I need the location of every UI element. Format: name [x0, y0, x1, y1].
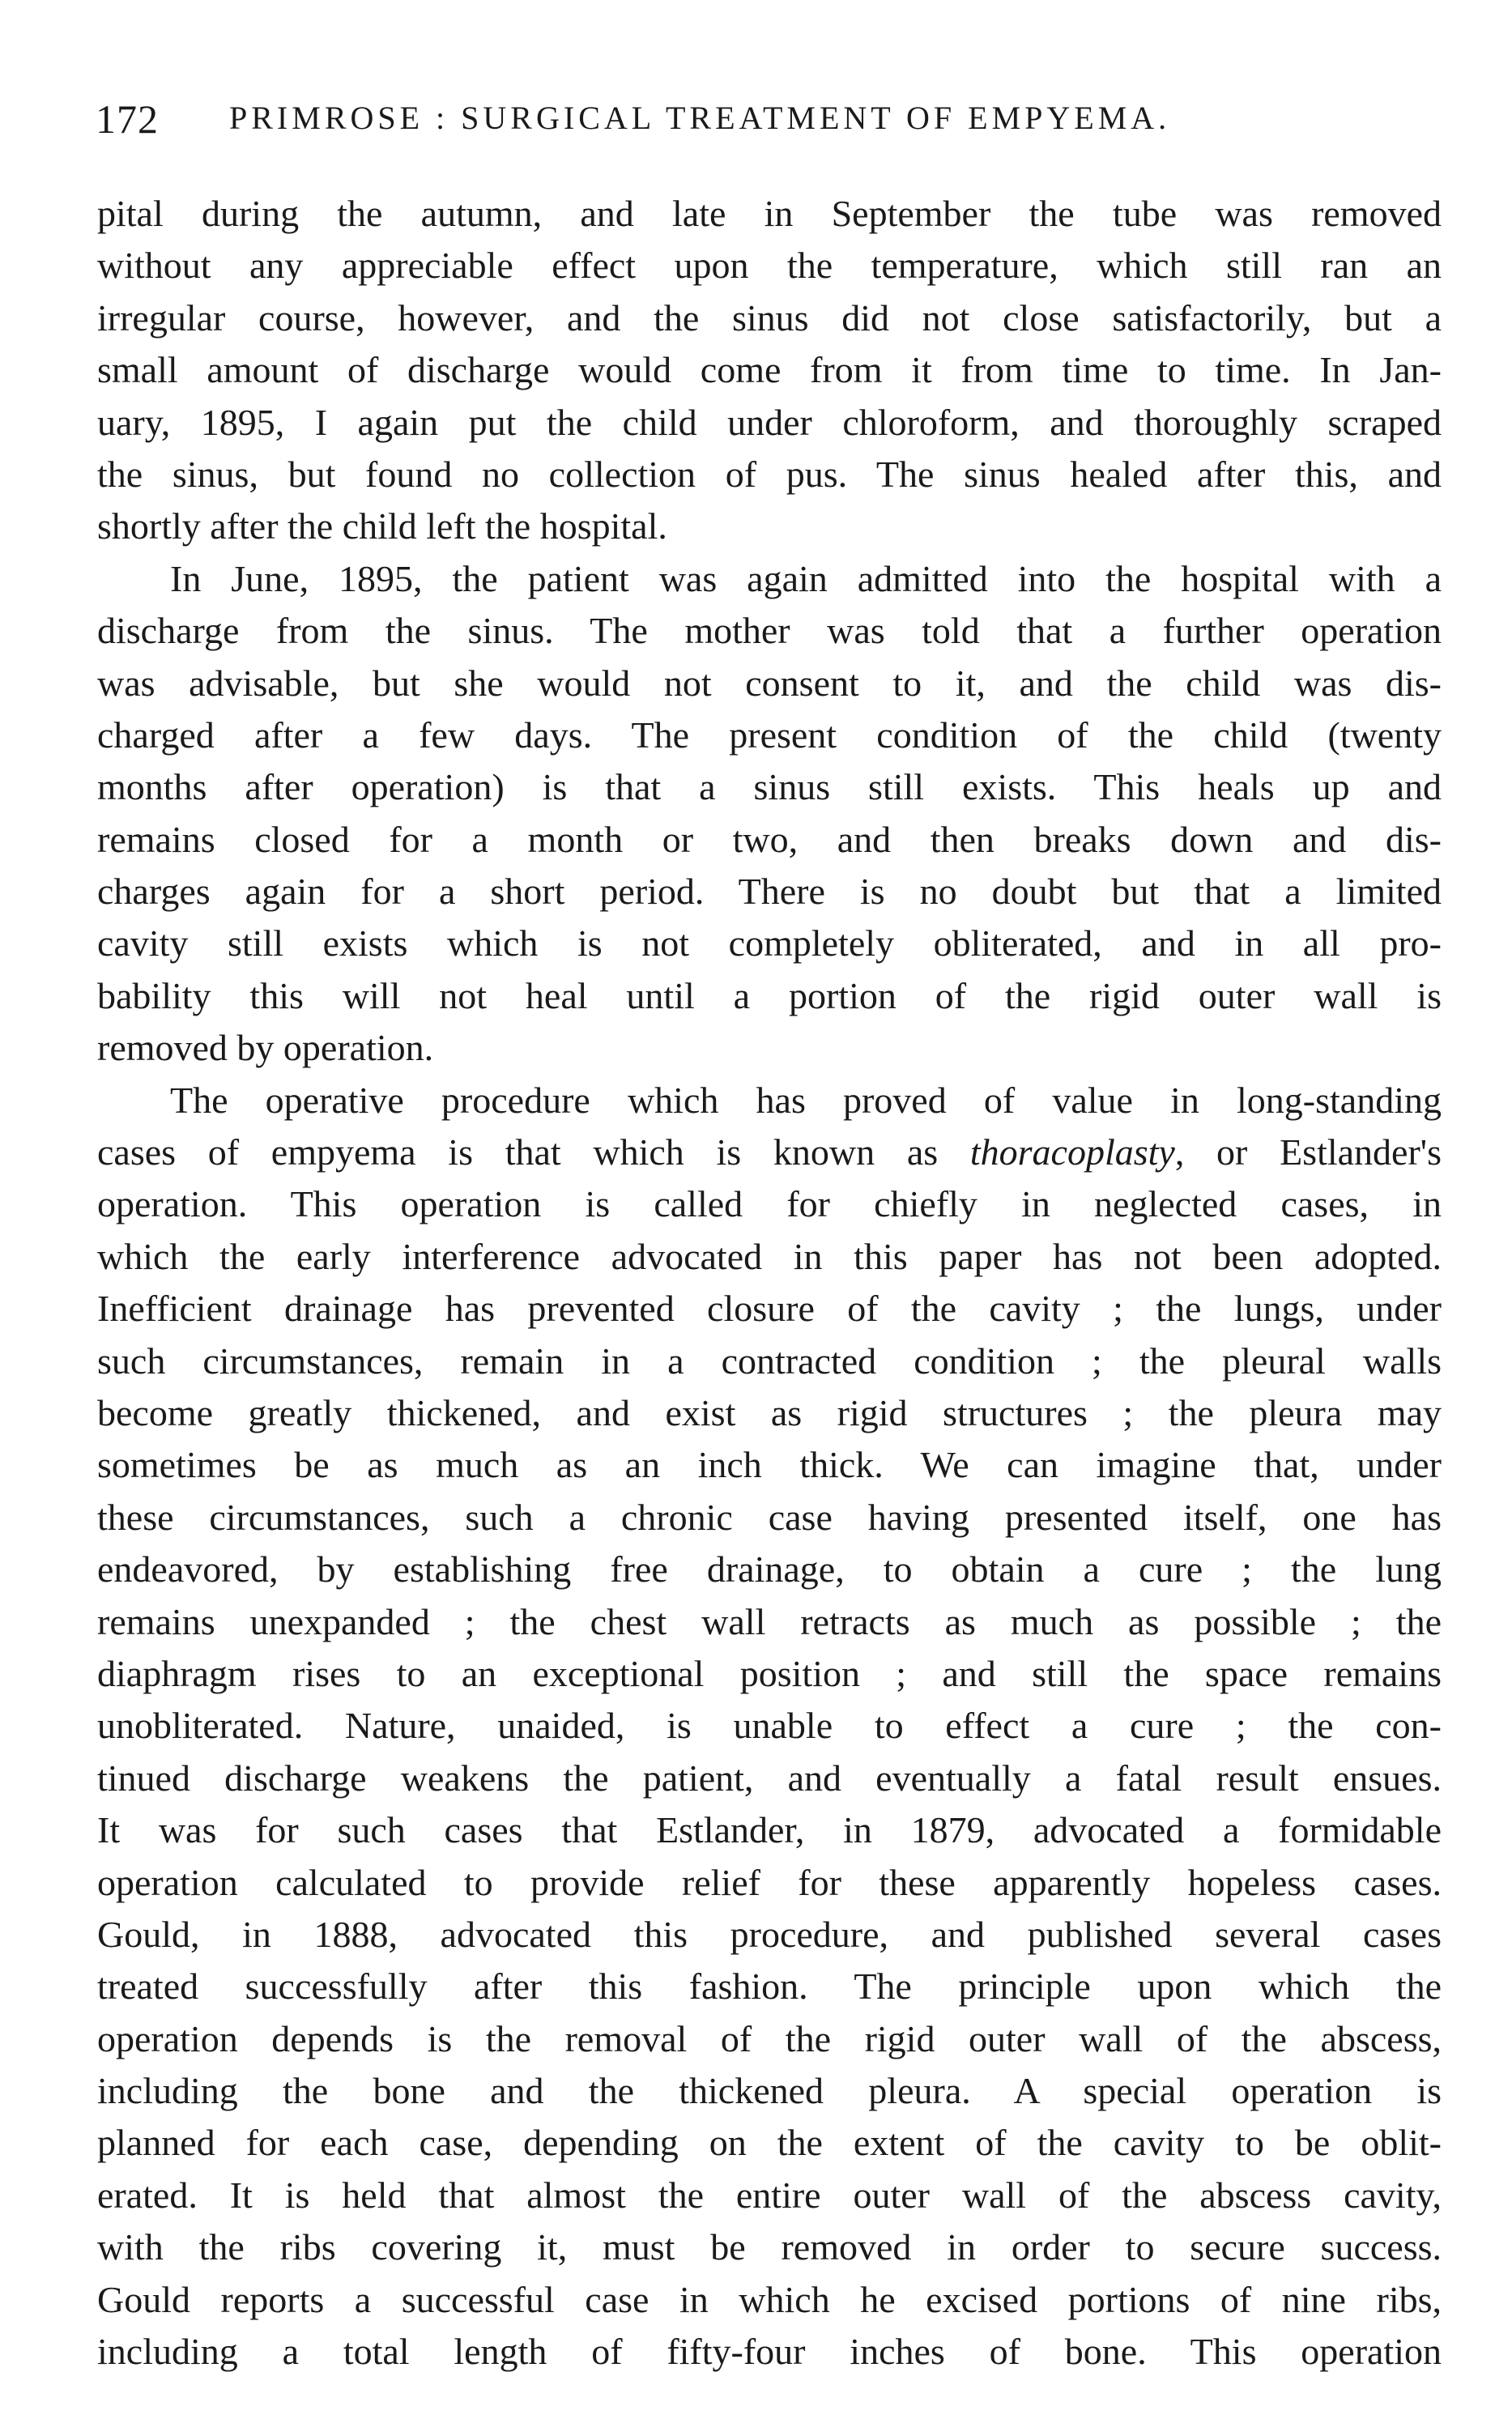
text-line: pital during the autumn, and late in September the tube was removed — [97, 193, 1442, 234]
text-line: with the ribs covering it, must be removed in order to secure success. — [97, 2226, 1442, 2268]
text-line: remains unexpanded ; the chest wall retracts as much as possible ; the — [97, 1600, 1442, 1642]
italic-term: thoracoplasty — [969, 1131, 1175, 1173]
text-line: tinued discharge weakens the patient, and eventually a fatal result ensues. — [97, 1757, 1442, 1799]
text-line: operation depends is the removal of the rigid outer wall of the abscess, — [97, 2017, 1442, 2059]
paragraph-start-line: In June, 1895, the patient was again admitted into the hospital with a — [170, 557, 1442, 599]
text-segment: , or Estlander's — [1174, 1131, 1442, 1173]
text-line: cavity still exists which is not completely obliterated, and in all pro- — [97, 922, 1442, 965]
text-line: It was for such cases that Estlander, in 1879, advocated a formidable — [97, 1809, 1442, 1851]
text-line: the sinus, but found no collection of pus. The sinus healed after this, and — [97, 453, 1442, 495]
text-line: uary, 1895, I again put the child under chloroform, and thoroughly scraped — [97, 401, 1442, 443]
text-line: planned for each case, depending on the extent of the cavity to be oblit- — [97, 2122, 1442, 2164]
text-line: operation. This operation is called for chiefly in neglected cases, in — [97, 1183, 1442, 1225]
text-line: discharge from the sinus. The mother was told that a further operation — [97, 610, 1442, 652]
running-head — [96, 96, 1440, 152]
text-line: which the early interference advocated in this paper has not been adopted. — [97, 1235, 1442, 1277]
body-text — [97, 188, 1442, 2378]
text-line: removed by operation. — [97, 1027, 434, 1069]
text-line: operation calculated to provide relief for these apparently hopeless cases. — [97, 1861, 1442, 1903]
text-line: endeavored, by establishing free drainage, to obtain a cure ; the lung — [97, 1548, 1442, 1591]
text-line: these circumstances, such a chronic case having presented itself, one has — [97, 1496, 1442, 1538]
text-line: diaphragm rises to an exceptional position ; and still the space remains — [97, 1652, 1442, 1694]
text-line: irregular course, however, and the sinus did not close satisfactorily, but a — [97, 296, 1442, 339]
text-line: treated successfully after this fashion. The principle upon which the — [97, 1965, 1442, 2008]
text-line: months after operation) is that a sinus still exists. This heals up and — [97, 766, 1442, 808]
text-line: shortly after the child left the hospital. — [97, 505, 667, 547]
text-line: including a total length of fifty-four inches of bone. This operation — [97, 2331, 1442, 2373]
paragraph-start-line: The operative procedure which has proved of value in long-standing — [170, 1079, 1442, 1121]
text-line: bability this will not heal until a portion of the rigid outer wall is — [97, 974, 1442, 1016]
text-line: small amount of discharge would come from it from time to time. In Jan- — [97, 349, 1442, 391]
text-line: was advisable, but she would not consent to it, and the child was dis- — [97, 662, 1442, 704]
running-title: PRIMROSE : SURGICAL TREATMENT OF EMPYEMA. — [229, 100, 1171, 136]
text-line: become greatly thickened, and exist as rigid structures ; the pleura may — [97, 1391, 1442, 1433]
text-line: Gould reports a successful case in which he excised portions of nine ribs, — [97, 2278, 1442, 2320]
text-line-with-italic — [97, 1126, 1442, 1178]
text-line: charges again for a short period. There is no doubt but that a limited — [97, 871, 1442, 913]
text-line: charged after a few days. The present condition of the child (twenty — [97, 713, 1442, 756]
text-line: unobliterated. Nature, unaided, is unable to effect a cure ; the con- — [97, 1705, 1442, 1747]
text-line: sometimes be as much as an inch thick. We can imagine that, under — [97, 1444, 1442, 1486]
text-line: such circumstances, remain in a contracted condition ; the pleural walls — [97, 1339, 1442, 1382]
text-line: Inefficient drainage has prevented closure of the cavity ; the lungs, under — [97, 1288, 1442, 1330]
text-segment: cases of empyema is that which is known as — [97, 1131, 970, 1173]
text-line: erated. It is held that almost the entire outer wall of the abscess cavity, — [97, 2174, 1442, 2216]
text-line: including the bone and the thickened pleura. A special operation is — [97, 2070, 1442, 2112]
text-line: remains closed for a month or two, and then breaks down and dis- — [97, 818, 1442, 860]
page-number: 172 — [96, 96, 159, 142]
text-line: Gould, in 1888, advocated this procedure, and published several cases — [97, 1913, 1442, 1955]
text-line: without any appreciable effect upon the temperature, which still ran an — [97, 245, 1442, 287]
